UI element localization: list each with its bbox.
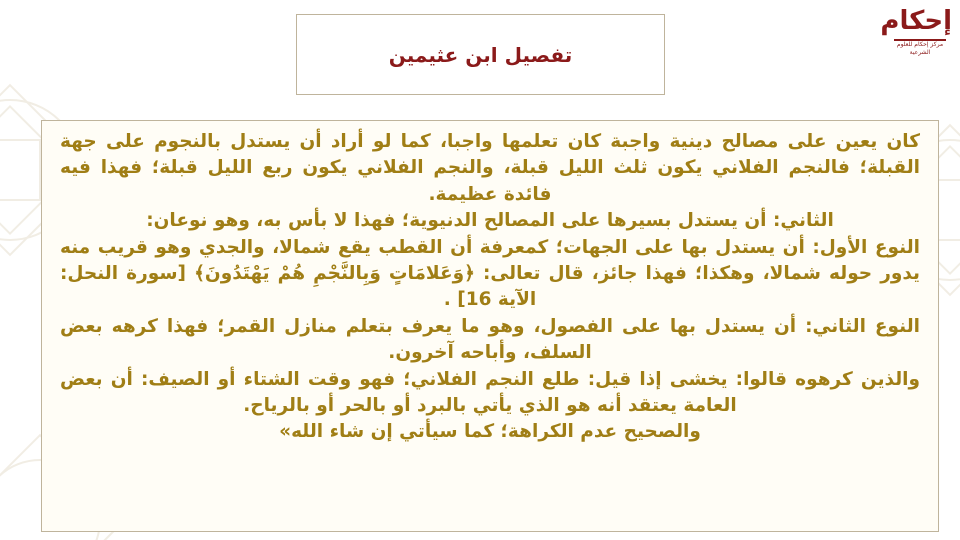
- logo-mark: إحكام: [880, 6, 952, 36]
- paragraph: الثاني: أن يستدل بسيرها على المصالح الدنيوية؛ فهذا لا بأس به، وهو نوعان:: [146, 210, 834, 232]
- brand-logo: [880, 4, 952, 64]
- paragraph: والذين كرهوه قالوا: يخشى إذا قيل: طلع النجم الفلاني؛ فهو وقت الشتاء أو الصيف: أن بعض العامة يعتقد أنه هو الذي يأتي بالبرد أو بالحر أو بالرياح.: [60, 368, 920, 417]
- paragraph: النوع الأول: أن يستدل بها على الجهات؛ كمعرفة أن القطب يقع شمالا، والجدي وهو قريب منه يدور حوله شمالا، وهكذا؛ فهذا جائز، قال تعالى: ﴿وَعَلامَاتٍ وَبِالنَّجْمِ هُمْ يَهْتَدُونَ﴾ [سورة النحل: الآية 16] .: [60, 236, 920, 311]
- paragraph: النوع الثاني: أن يستدل بها على الفصول، وهو ما يعرف بتعلم منازل القمر؛ فهذا كرهه بعض السلف، وأباحه آخرون.: [60, 315, 920, 364]
- logo-subtitle: مركز إحكام للعلوم الشرعية: [896, 41, 944, 56]
- paragraph: كان يعين على مصالح دينية واجبة كان تعلمها واجبا، كما لو أراد أن يستدل بالنجوم على جهة القبلة؛ فالنجم الفلاني يكون ثلث الليل قبلة، والنجم الفلاني يكون ربع الليل قبلة؛ فهذا فيه فائدة عظيمة.: [60, 131, 920, 205]
- slide-title: تفصيل ابن عثيمين: [388, 42, 573, 67]
- title-box: [296, 14, 665, 95]
- content-box: [41, 120, 939, 532]
- paragraph: والصحيح عدم الكراهة؛ كما سيأتي إن شاء الله»: [279, 421, 701, 443]
